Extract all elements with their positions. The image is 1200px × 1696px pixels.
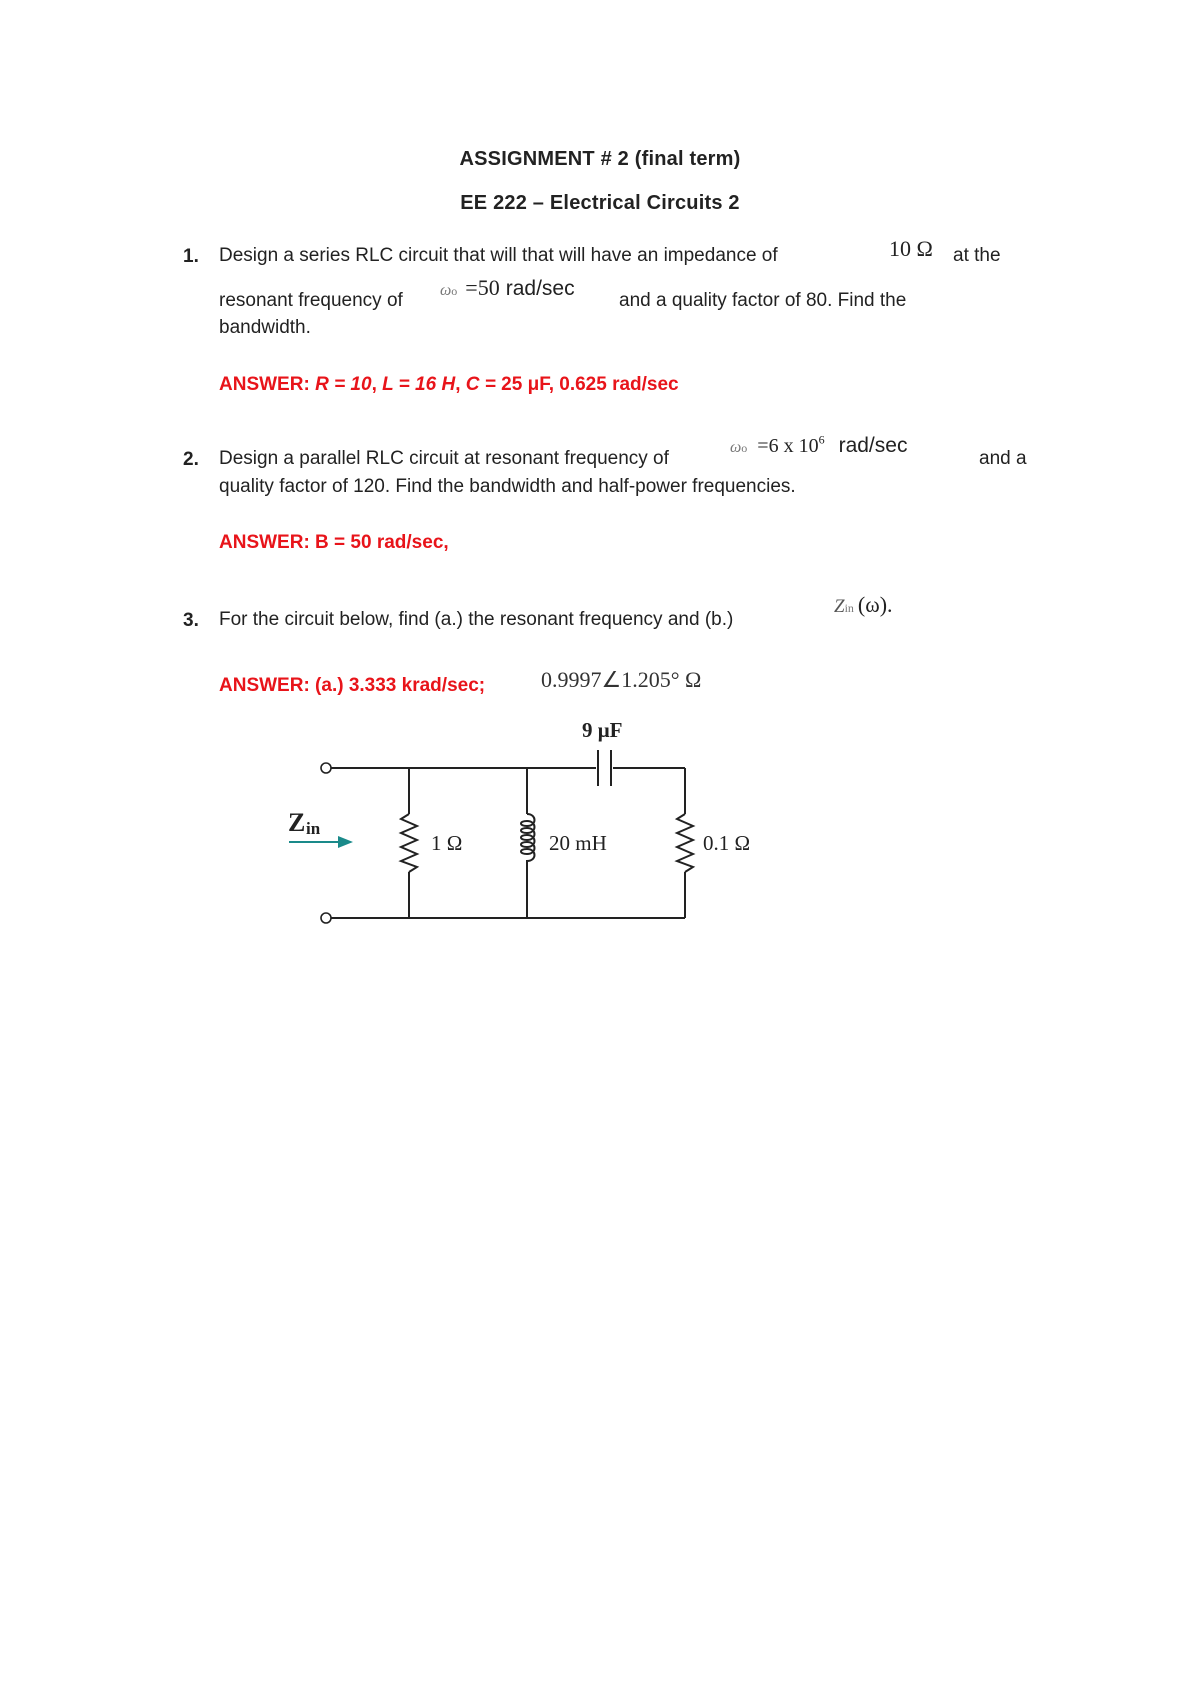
assignment-title: ASSIGNMENT # 2 (final term): [459, 148, 741, 170]
question-3-number: 3.: [183, 610, 199, 631]
question-1-impedance: 10 Ω: [889, 236, 933, 261]
resistor-2-symbol: [677, 814, 693, 872]
question-1-text-a: Design a series RLC circuit that will that will have an impedance of: [219, 245, 778, 266]
question-1-text-d: and a quality factor of 80. Find the: [619, 290, 907, 311]
question-3-text-a: For the circuit below, find (a.) the resonant frequency and (b.): [219, 609, 734, 630]
question-3-zin: Zin (ω).: [834, 592, 893, 617]
inductor-symbol: [521, 814, 535, 872]
question-2-text-a: Design a parallel RLC circuit at resonant frequency of: [219, 448, 669, 469]
input-terminal-top: [321, 763, 331, 773]
capacitor-label: 9 μF: [582, 718, 623, 742]
question-1-omega: ωo =50 rad/sec: [440, 275, 575, 300]
zin-label: Z: [288, 808, 306, 837]
zin-sub-label: in: [306, 819, 321, 838]
input-arrow: [289, 836, 353, 848]
question-1-text-e: bandwidth.: [219, 317, 311, 338]
capacitor-symbol: [598, 750, 611, 786]
inductor-label: 20 mH: [549, 831, 607, 855]
resistor-1-symbol: [401, 814, 417, 872]
input-terminal-bottom: [321, 913, 331, 923]
question-2-text-b: and a: [979, 448, 1027, 469]
resistor-1-label: 1 Ω: [431, 831, 463, 855]
question-2-number: 2.: [183, 449, 199, 470]
question-2-answer: ANSWER: B = 50 rad/sec,: [219, 532, 449, 553]
question-1-text-c: resonant frequency of: [219, 290, 403, 311]
question-1-answer: ANSWER: R = 10, L = 16 H, C = 25 μF, 0.625 rad/sec: [219, 374, 679, 395]
question-2-text-c: quality factor of 120. Find the bandwidth and half-power frequencies.: [219, 476, 796, 497]
resistor-2-label: 0.1 Ω: [703, 831, 751, 855]
question-3-answer-math: 0.9997∠1.205° Ω: [541, 667, 702, 692]
course-title: EE 222 – Electrical Circuits 2: [460, 192, 740, 214]
question-1-number: 1.: [183, 246, 199, 267]
question-3-answer: ANSWER: (a.) 3.333 krad/sec;: [219, 675, 486, 696]
question-1-text-b: at the: [953, 245, 1001, 266]
question-2-omega: ωo =6 x $10^6$ rad/sec: [730, 432, 908, 457]
